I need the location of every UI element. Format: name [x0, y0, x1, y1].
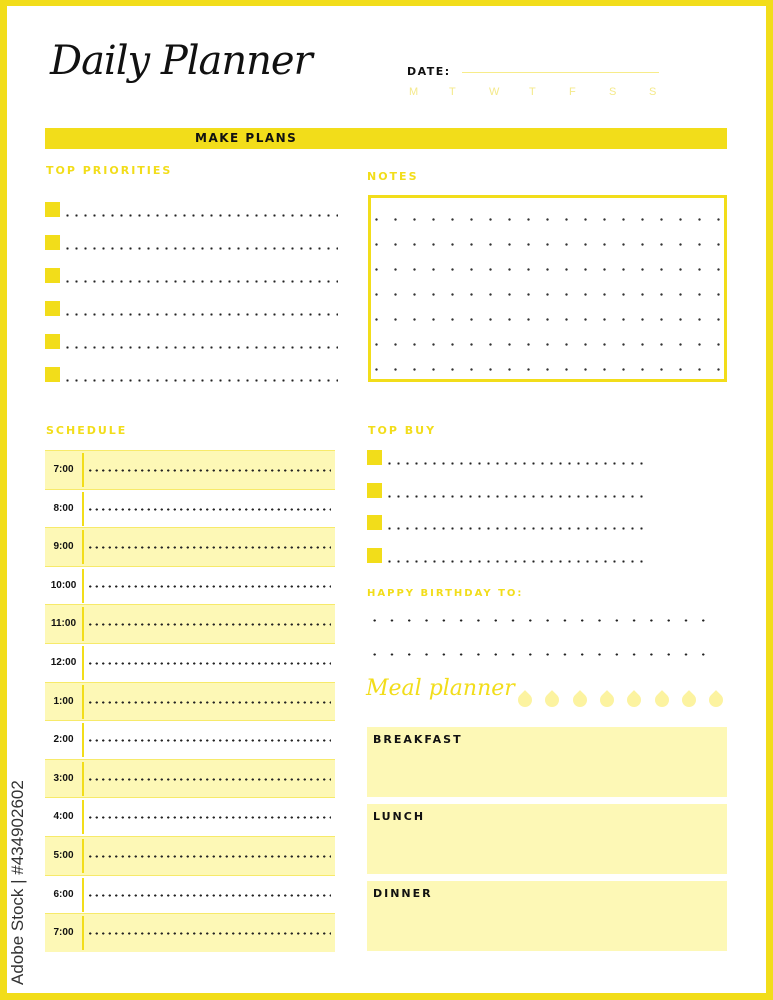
- buy-line[interactable]: [385, 462, 645, 465]
- day-3[interactable]: T: [529, 86, 536, 98]
- schedule-line[interactable]: [87, 585, 331, 588]
- schedule-row[interactable]: [45, 643, 335, 682]
- schedule-line[interactable]: [87, 778, 331, 781]
- time-label: 8:00: [53, 502, 74, 514]
- row-divider: [82, 762, 84, 796]
- row-divider: [82, 685, 84, 719]
- page-title: Daily Planner: [50, 38, 312, 84]
- row-divider: [82, 530, 84, 564]
- schedule-row[interactable]: [45, 450, 335, 489]
- schedule-row[interactable]: [45, 682, 335, 721]
- schedule-row[interactable]: [45, 604, 335, 643]
- time-label: 4:00: [53, 811, 74, 823]
- time-label: 12:00: [50, 657, 77, 668]
- day-1[interactable]: T: [449, 86, 456, 98]
- day-6[interactable]: S: [649, 86, 657, 98]
- birthday-line[interactable]: [366, 653, 716, 656]
- schedule-line[interactable]: [87, 623, 331, 626]
- row-divider: [82, 839, 84, 873]
- buy-line[interactable]: [385, 560, 645, 563]
- priority-line[interactable]: [63, 379, 338, 382]
- notes-dot-grid[interactable]: [368, 195, 727, 382]
- schedule-line[interactable]: [87, 546, 331, 549]
- time-label: 10:00: [50, 579, 77, 591]
- priority-line[interactable]: [63, 313, 338, 316]
- watermark: Adobe Stock | #434902602: [8, 780, 27, 985]
- time-label: 2:00: [53, 734, 74, 746]
- schedule-row[interactable]: [45, 913, 335, 952]
- meal-planner-title: Meal planner: [366, 676, 515, 701]
- priority-line[interactable]: [63, 214, 338, 217]
- priority-checkbox[interactable]: [45, 268, 60, 283]
- time-label: 3:00: [53, 772, 74, 784]
- buy-line[interactable]: [385, 495, 645, 498]
- schedule-line[interactable]: [87, 662, 331, 665]
- top-priorities-label: TOP PRIORITIES: [46, 164, 173, 177]
- time-label: 6:00: [53, 888, 74, 900]
- row-divider: [82, 492, 84, 526]
- banner-text: MAKE PLANS: [195, 131, 298, 145]
- schedule-line[interactable]: [87, 739, 331, 742]
- schedule-row[interactable]: [45, 527, 335, 566]
- buy-line[interactable]: [385, 527, 645, 530]
- birthday-label: HAPPY BIRTHDAY TO:: [367, 588, 524, 599]
- time-label: 9:00: [53, 541, 74, 553]
- birthday-line[interactable]: [366, 619, 716, 622]
- priority-line[interactable]: [63, 280, 338, 283]
- top-buy-label: TOP BUY: [368, 424, 437, 437]
- day-5[interactable]: S: [609, 86, 617, 98]
- day-2[interactable]: W: [489, 86, 500, 98]
- priority-checkbox[interactable]: [45, 301, 60, 316]
- notes-label: NOTES: [367, 170, 419, 183]
- date-field[interactable]: [462, 72, 659, 73]
- schedule-line[interactable]: [87, 894, 331, 897]
- row-divider: [82, 453, 84, 487]
- time-label: 7:00: [53, 927, 74, 939]
- priority-checkbox[interactable]: [45, 202, 60, 217]
- schedule-row[interactable]: [45, 489, 335, 528]
- schedule-row[interactable]: [45, 797, 335, 836]
- buy-checkbox[interactable]: [367, 483, 382, 498]
- row-divider: [82, 800, 84, 834]
- schedule-row[interactable]: [45, 875, 335, 914]
- day-0[interactable]: M: [409, 86, 419, 98]
- schedule-line[interactable]: [87, 701, 331, 704]
- row-divider: [82, 723, 84, 757]
- schedule-row[interactable]: [45, 566, 335, 605]
- meal-box-lunch[interactable]: [367, 804, 727, 874]
- priority-checkbox[interactable]: [45, 334, 60, 349]
- row-divider: [82, 646, 84, 680]
- buy-checkbox[interactable]: [367, 515, 382, 530]
- row-divider: [82, 607, 84, 641]
- meal-label: BREAKFAST: [373, 733, 463, 746]
- time-label: 11:00: [50, 618, 77, 630]
- schedule-row[interactable]: [45, 759, 335, 798]
- schedule-line[interactable]: [87, 508, 331, 511]
- schedule-line[interactable]: [87, 816, 331, 819]
- schedule-row[interactable]: [45, 836, 335, 875]
- schedule-row[interactable]: [45, 720, 335, 759]
- meal-label: DINNER: [373, 887, 433, 900]
- time-label: 5:00: [53, 850, 74, 861]
- buy-checkbox[interactable]: [367, 450, 382, 465]
- priority-line[interactable]: [63, 247, 338, 250]
- make-plans-banner: [45, 128, 727, 149]
- priority-line[interactable]: [63, 346, 338, 349]
- time-label: 7:00: [53, 464, 74, 475]
- schedule-line[interactable]: [87, 932, 331, 935]
- schedule-line[interactable]: [87, 469, 331, 472]
- meal-label: LUNCH: [373, 810, 426, 823]
- meal-box-breakfast[interactable]: [367, 727, 727, 797]
- buy-checkbox[interactable]: [367, 548, 382, 563]
- day-4[interactable]: F: [569, 86, 576, 98]
- time-label: 1:00: [53, 695, 74, 707]
- priority-checkbox[interactable]: [45, 235, 60, 250]
- row-divider: [82, 569, 84, 603]
- row-divider: [82, 916, 84, 950]
- meal-box-dinner[interactable]: [367, 881, 727, 951]
- date-label: DATE:: [407, 65, 451, 78]
- row-divider: [82, 878, 84, 912]
- schedule-label: SCHEDULE: [46, 424, 128, 437]
- priority-checkbox[interactable]: [45, 367, 60, 382]
- schedule-line[interactable]: [87, 855, 331, 858]
